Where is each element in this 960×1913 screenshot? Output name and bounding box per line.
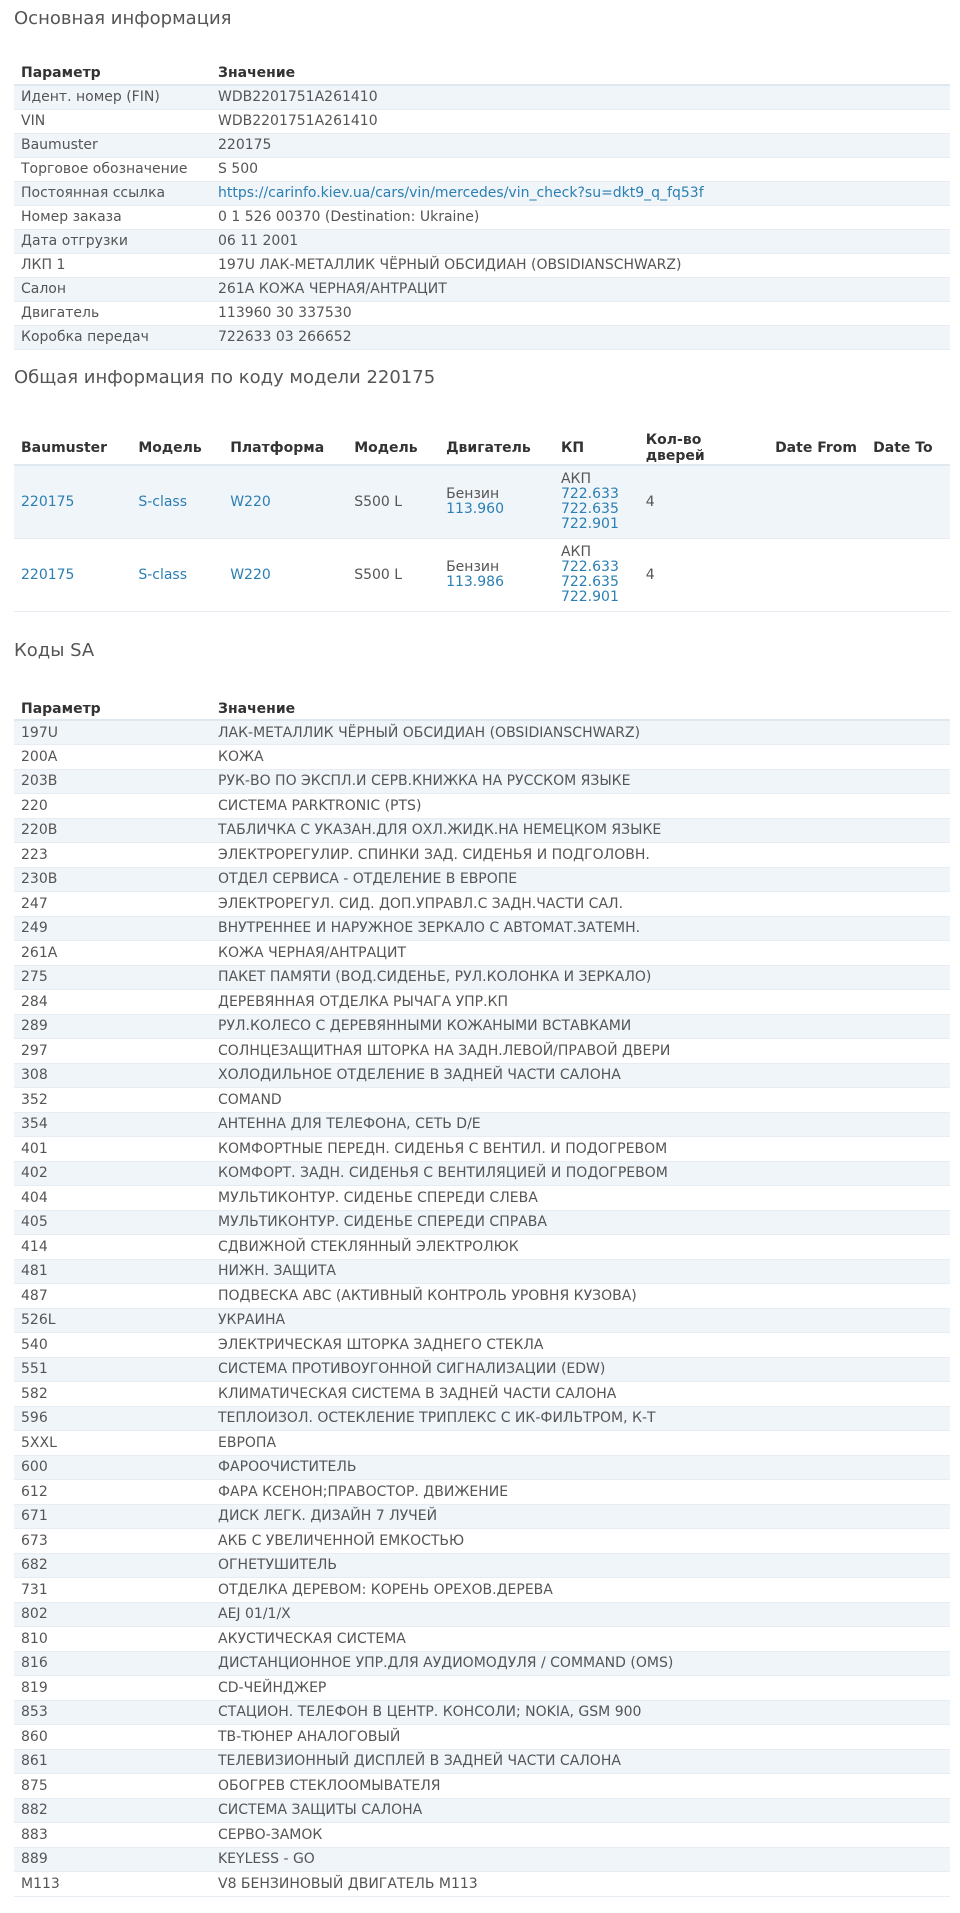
sa-code-cell: 261A <box>14 941 211 966</box>
sa-code-cell: 810 <box>14 1627 211 1652</box>
engine-type: Бензин <box>446 558 500 575</box>
sa-code-row <box>14 1014 950 1039</box>
sa-value-cell: ПАКЕТ ПАМЯТИ (ВОД.СИДЕНЬЕ, РУЛ.КОЛОНКА И ЗЕРКАЛО) <box>211 965 950 990</box>
sa-code-cell: 526L <box>14 1308 211 1333</box>
sa-code-row <box>14 1602 950 1627</box>
sa-code-row <box>14 990 950 1015</box>
sa-code-row <box>14 1847 950 1872</box>
sa-value-cell: МУЛЬТИКОНТУР. СИДЕНЬЕ СПЕРЕДИ СПРАВА <box>211 1210 950 1235</box>
sa-code-cell: 671 <box>14 1504 211 1529</box>
platform-cell <box>223 538 347 611</box>
gearbox-code-wrap <box>561 517 632 532</box>
sa-code-cell: 405 <box>14 1210 211 1235</box>
sa-value-cell: РУЛ.КОЛЕСО С ДЕРЕВЯННЫМИ КОЖАНЫМИ ВСТАВКАМИ <box>211 1014 950 1039</box>
baumuster-link[interactable]: 220175 <box>21 566 75 583</box>
sa-code-row <box>14 1725 950 1750</box>
sa-code-row <box>14 818 950 843</box>
sa-code-cell: 889 <box>14 1847 211 1872</box>
sa-code-row <box>14 1308 950 1333</box>
sa-value-cell: СОЛНЦЕЗАЩИТНАЯ ШТОРКА НА ЗАДН.ЛЕВОЙ/ПРАВОЙ ДВЕРИ <box>211 1039 950 1064</box>
sa-code-cell: 414 <box>14 1235 211 1260</box>
sa-value-cell: НИЖН. ЗАЩИТА <box>211 1259 950 1284</box>
sa-code-row <box>14 965 950 990</box>
sa-value-cell: ФАРООЧИСТИТЕЛЬ <box>211 1455 950 1480</box>
basic-value-cell: 197U ЛАК-МЕТАЛЛИК ЧЁРНЫЙ ОБСИДИАН (OBSIDIANSCHWARZ) <box>211 253 950 277</box>
sa-code-cell: 875 <box>14 1774 211 1799</box>
sa-code-cell: 402 <box>14 1161 211 1186</box>
model-header-1: Модель <box>131 432 223 465</box>
date-from-cell <box>768 465 866 538</box>
sa-code-cell: 401 <box>14 1137 211 1162</box>
sa-value-cell: ОТДЕЛ СЕРВИСА - ОТДЕЛЕНИЕ В ЕВРОПЕ <box>211 867 950 892</box>
sa-code-cell: 352 <box>14 1088 211 1113</box>
sa-code-row <box>14 1553 950 1578</box>
sa-code-row <box>14 843 950 868</box>
basic-info-row <box>14 109 950 133</box>
sa-code-row <box>14 1137 950 1162</box>
sa-value-cell: ДЕРЕВЯННАЯ ОТДЕЛКА РЫЧАГА УПР.КП <box>211 990 950 1015</box>
basic-info-row <box>14 229 950 253</box>
model-header-0: Baumuster <box>14 432 131 465</box>
date-to-cell <box>866 465 950 538</box>
sa-code-cell: 308 <box>14 1063 211 1088</box>
platform-cell <box>223 465 347 538</box>
sa-value-cell: ЭЛЕКТРОРЕГУЛ. СИД. ДОП.УПРАВЛ.С ЗАДН.ЧАСТИ САЛ. <box>211 892 950 917</box>
sa-code-row <box>14 941 950 966</box>
gearbox-code-wrap <box>561 575 632 590</box>
sa-code-row <box>14 1063 950 1088</box>
sa-code-cell: 481 <box>14 1259 211 1284</box>
gearbox-type: АКП <box>560 543 591 560</box>
basic-param-cell: ЛКП 1 <box>14 253 211 277</box>
sa-code-row <box>14 1284 950 1309</box>
basic-value-cell: 113960 30 337530 <box>211 301 950 325</box>
engine-cell <box>439 465 554 538</box>
sa-value-cell: ОБОГРЕВ СТЕКЛООМЫВАТЕЛЯ <box>211 1774 950 1799</box>
sa-code-cell: 682 <box>14 1553 211 1578</box>
model-header-8: Date To <box>866 432 950 465</box>
sa-code-row <box>14 1504 950 1529</box>
sa-code-row <box>14 794 950 819</box>
sa-code-cell: 284 <box>14 990 211 1015</box>
sa-code-cell: 731 <box>14 1578 211 1603</box>
sa-value-cell: УКРАИНА <box>211 1308 950 1333</box>
sa-code-cell: 275 <box>14 965 211 990</box>
sa-code-cell: 612 <box>14 1480 211 1505</box>
sa-code-row <box>14 720 950 745</box>
basic-info-row <box>14 301 950 325</box>
sa-code-row <box>14 1259 950 1284</box>
sa-value-cell: КОЖА ЧЕРНАЯ/АНТРАЦИТ <box>211 941 950 966</box>
sa-value-cell: CD-ЧЕЙНДЖЕР <box>211 1676 950 1701</box>
sa-code-cell: 540 <box>14 1333 211 1358</box>
sa-code-row <box>14 1529 950 1554</box>
sa-value-cell: ПОДВЕСКА ABC (АКТИВНЫЙ КОНТРОЛЬ УРОВНЯ КУЗОВА) <box>211 1284 950 1309</box>
gearbox-cell <box>554 538 639 611</box>
gearbox-code-link[interactable]: 722.633 <box>560 485 619 502</box>
baumuster-cell <box>14 465 131 538</box>
sa-code-row <box>14 1235 950 1260</box>
basic-param-cell: Постоянная ссылка <box>14 181 211 205</box>
sa-code-cell: 802 <box>14 1602 211 1627</box>
model-class-link[interactable]: S-class <box>138 566 188 583</box>
sa-value-cell: AEJ 01/1/X <box>211 1602 950 1627</box>
platform-link[interactable]: W220 <box>230 566 271 583</box>
sa-code-row <box>14 1700 950 1725</box>
sa-code-cell: 220 <box>14 794 211 819</box>
sa-code-cell: 596 <box>14 1406 211 1431</box>
date-to-cell <box>866 538 950 611</box>
basic-info-row <box>14 133 950 157</box>
sa-code-cell: 551 <box>14 1357 211 1382</box>
sa-code-row <box>14 1749 950 1774</box>
sa-code-cell: 203B <box>14 769 211 794</box>
sa-code-cell: 223 <box>14 843 211 868</box>
model-header-2: Платформа <box>223 432 347 465</box>
basic-info-row <box>14 181 950 205</box>
sa-value-cell: СИСТЕМА ЗАЩИТЫ САЛОНА <box>211 1798 950 1823</box>
gearbox-code-link[interactable]: 722.901 <box>560 588 619 605</box>
sa-value-cell: СДВИЖНОЙ СТЕКЛЯННЫЙ ЭЛЕКТРОЛЮК <box>211 1235 950 1260</box>
basic-value-cell: 0 1 526 00370 (Destination: Ukraine) <box>211 205 950 229</box>
sa-code-cell: 861 <box>14 1749 211 1774</box>
sa-code-cell: 5XXL <box>14 1431 211 1456</box>
sa-code-cell: 819 <box>14 1676 211 1701</box>
sa-value-cell: ОТДЕЛКА ДЕРЕВОМ: КОРЕНЬ ОРЕХОВ.ДЕРЕВА <box>211 1578 950 1603</box>
basic-param-cell: Номер заказа <box>14 205 211 229</box>
sa-code-row <box>14 745 950 770</box>
basic-value-cell: 261A КОЖА ЧЕРНАЯ/АНТРАЦИТ <box>211 277 950 301</box>
basic-info-table <box>14 62 950 350</box>
model-name-cell: S500 L <box>347 465 439 538</box>
sa-value-cell: СИСТЕМА ПРОТИВОУГОННОЙ СИГНАЛИЗАЦИИ (EDW) <box>211 1357 950 1382</box>
sa-value-cell: ЛАК-МЕТАЛЛИК ЧЁРНЫЙ ОБСИДИАН (OBSIDIANSCHWARZ) <box>211 720 950 745</box>
sa-value-cell: ТВ-ТЮНЕР АНАЛОГОВЫЙ <box>211 1725 950 1750</box>
sa-value-cell: РУК-ВО ПО ЭКСПЛ.И СЕРВ.КНИЖКА НА РУССКОМ ЯЗЫКЕ <box>211 769 950 794</box>
sa-code-row <box>14 1039 950 1064</box>
sa-value-cell: COMAND <box>211 1088 950 1113</box>
model-class-link[interactable]: S-class <box>138 493 188 510</box>
sa-value-cell: ФАРА КСЕНОН;ПРАВОСТОР. ДВИЖЕНИЕ <box>211 1480 950 1505</box>
sa-code-row <box>14 1627 950 1652</box>
basic-info-row <box>14 325 950 349</box>
gearbox-code-link[interactable]: 722.635 <box>560 573 619 590</box>
sa-value-cell: ДИСТАНЦИОННОЕ УПР.ДЛЯ АУДИОМОДУЛЯ / COMMAND (OMS) <box>211 1651 950 1676</box>
sa-code-cell: 816 <box>14 1651 211 1676</box>
sa-value-cell: ЕВРОПА <box>211 1431 950 1456</box>
sa-code-row <box>14 1455 950 1480</box>
gearbox-code-wrap <box>561 502 632 517</box>
baumuster-link[interactable]: 220175 <box>21 493 75 510</box>
model-name-cell: S500 L <box>347 538 439 611</box>
sa-code-cell: 882 <box>14 1798 211 1823</box>
sa-code-row <box>14 1651 950 1676</box>
basic-param-cell: Коробка передач <box>14 325 211 349</box>
basic-param-cell: Торговое обозначение <box>14 157 211 181</box>
platform-link[interactable]: W220 <box>230 493 271 510</box>
engine-cell <box>439 538 554 611</box>
model-info-table <box>14 432 950 612</box>
basic-value-cell: S 500 <box>211 157 950 181</box>
sa-code-cell: 247 <box>14 892 211 917</box>
basic-value-cell: 722633 03 266652 <box>211 325 950 349</box>
sa-code-row <box>14 1186 950 1211</box>
sa-code-cell: 297 <box>14 1039 211 1064</box>
sa-code-cell: 860 <box>14 1725 211 1750</box>
gearbox-cell <box>554 465 639 538</box>
doors-cell: 4 <box>639 465 768 538</box>
sa-value-cell: АКУСТИЧЕСКАЯ СИСТЕМА <box>211 1627 950 1652</box>
sa-code-cell: M113 <box>14 1872 211 1897</box>
model-info-title: Общая информация по коду модели 220175 <box>14 367 436 388</box>
sa-code-cell: 220B <box>14 818 211 843</box>
basic-value-cell: 06 11 2001 <box>211 229 950 253</box>
sa-code-row <box>14 892 950 917</box>
sa-code-row <box>14 769 950 794</box>
engine-code-link[interactable]: 113.986 <box>446 573 504 590</box>
model-row <box>14 465 950 538</box>
engine-code-wrap <box>446 575 547 590</box>
basic-param-header: Параметр <box>14 62 211 85</box>
sa-value-cell: ЭЛЕКТРИЧЕСКАЯ ШТОРКА ЗАДНЕГО СТЕКЛА <box>211 1333 950 1358</box>
sa-code-cell: 289 <box>14 1014 211 1039</box>
sa-code-row <box>14 1357 950 1382</box>
basic-param-cell: VIN <box>14 109 211 133</box>
basic-info-row <box>14 157 950 181</box>
sa-code-row <box>14 1480 950 1505</box>
model-header-4: Двигатель <box>439 432 554 465</box>
basic-info-row <box>14 277 950 301</box>
sa-code-cell: 354 <box>14 1112 211 1137</box>
basic-value-cell: WDB2201751A261410 <box>211 109 950 133</box>
basic-value-header: Значение <box>211 62 950 85</box>
sa-code-row <box>14 1333 950 1358</box>
sa-code-row <box>14 867 950 892</box>
sa-code-cell: 883 <box>14 1823 211 1848</box>
sa-value-cell: МУЛЬТИКОНТУР. СИДЕНЬЕ СПЕРЕДИ СЛЕВА <box>211 1186 950 1211</box>
sa-code-row <box>14 1406 950 1431</box>
sa-code-cell: 600 <box>14 1455 211 1480</box>
sa-value-cell: ТАБЛИЧКА С УКАЗАН.ДЛЯ ОХЛ.ЖИДК.НА НЕМЕЦКОМ ЯЗЫКЕ <box>211 818 950 843</box>
sa-value-cell: ЭЛЕКТРОРЕГУЛИР. СПИНКИ ЗАД. СИДЕНЬЯ И ПОДГОЛОВН. <box>211 843 950 868</box>
sa-value-cell: ТЕЛЕВИЗИОННЫЙ ДИСПЛЕЙ В ЗАДНЕЙ ЧАСТИ САЛОНА <box>211 1749 950 1774</box>
model-header-6: Кол-во дверей <box>639 432 768 465</box>
sa-code-cell: 853 <box>14 1700 211 1725</box>
sa-value-cell: АНТЕННА ДЛЯ ТЕЛЕФОНА, СЕТЬ D/E <box>211 1112 950 1137</box>
basic-info-row <box>14 253 950 277</box>
sa-code-row <box>14 1088 950 1113</box>
engine-code-wrap <box>446 502 547 517</box>
basic-value-cell <box>211 181 950 205</box>
sa-codes-title: Коды SA <box>14 640 95 661</box>
gearbox-code-wrap <box>561 590 632 605</box>
model-class-cell <box>131 465 223 538</box>
baumuster-cell <box>14 538 131 611</box>
model-header-5: КП <box>554 432 639 465</box>
basic-info-row <box>14 205 950 229</box>
sa-value-cell: СИСТЕМА PARKTRONIC (PTS) <box>211 794 950 819</box>
sa-codes-table <box>14 698 950 1897</box>
sa-code-cell: 197U <box>14 720 211 745</box>
model-header-7: Date From <box>768 432 866 465</box>
basic-param-cell: Двигатель <box>14 301 211 325</box>
sa-value-cell: ХОЛОДИЛЬНОЕ ОТДЕЛЕНИЕ В ЗАДНЕЙ ЧАСТИ САЛОНА <box>211 1063 950 1088</box>
basic-param-cell: Идент. номер (FIN) <box>14 85 211 109</box>
sa-value-cell: ДИСК ЛЕГК. ДИЗАЙН 7 ЛУЧЕЙ <box>211 1504 950 1529</box>
sa-code-row <box>14 1676 950 1701</box>
sa-code-row <box>14 1798 950 1823</box>
sa-value-cell: ОГНЕТУШИТЕЛЬ <box>211 1553 950 1578</box>
sa-value-cell: V8 БЕНЗИНОВЫЙ ДВИГАТЕЛЬ M113 <box>211 1872 950 1897</box>
basic-info-title: Основная информация <box>14 8 232 29</box>
sa-code-row <box>14 1578 950 1603</box>
sa-code-cell: 404 <box>14 1186 211 1211</box>
gearbox-code-wrap <box>561 487 632 502</box>
permalink-link[interactable]: https://carinfo.kiev.ua/cars/vin/mercedes/vin_check?su=dkt9_q_fq53f <box>218 185 704 201</box>
basic-param-cell: Дата отгрузки <box>14 229 211 253</box>
sa-code-row <box>14 1431 950 1456</box>
sa-code-cell: 249 <box>14 916 211 941</box>
sa-code-cell: 673 <box>14 1529 211 1554</box>
sa-code-cell: 582 <box>14 1382 211 1407</box>
sa-code-cell: 487 <box>14 1284 211 1309</box>
sa-code-row <box>14 1823 950 1848</box>
basic-info-row <box>14 85 950 109</box>
gearbox-code-link[interactable]: 722.633 <box>560 558 619 575</box>
basic-value-cell: WDB2201751A261410 <box>211 85 950 109</box>
model-row <box>14 538 950 611</box>
engine-code-link[interactable]: 113.960 <box>446 500 504 517</box>
date-from-cell <box>768 538 866 611</box>
sa-value-cell: KEYLESS - GO <box>211 1847 950 1872</box>
sa-value-cell: КОМФОРТНЫЕ ПЕРЕДН. СИДЕНЬЯ С ВЕНТИЛ. И ПОДОГРЕВОМ <box>211 1137 950 1162</box>
sa-value-cell: СЕРВО-ЗАМОК <box>211 1823 950 1848</box>
sa-value-header: Значение <box>211 698 950 720</box>
sa-value-cell: ВНУТРЕННЕЕ И НАРУЖНОЕ ЗЕРКАЛО С АВТОМАТ.ЗАТЕМН. <box>211 916 950 941</box>
sa-code-row <box>14 1382 950 1407</box>
basic-param-cell: Салон <box>14 277 211 301</box>
sa-code-row <box>14 916 950 941</box>
sa-value-cell: СТАЦИОН. ТЕЛЕФОН В ЦЕНТР. КОНСОЛИ; NOKIA, GSM 900 <box>211 1700 950 1725</box>
sa-code-cell: 230B <box>14 867 211 892</box>
sa-code-row <box>14 1161 950 1186</box>
sa-value-cell: КОМФОРТ. ЗАДН. СИДЕНЬЯ С ВЕНТИЛЯЦИЕЙ И ПОДОГРЕВОМ <box>211 1161 950 1186</box>
sa-param-header: Параметр <box>14 698 211 720</box>
model-header-3: Модель <box>347 432 439 465</box>
model-class-cell <box>131 538 223 611</box>
sa-value-cell: ТЕПЛОИЗОЛ. ОСТЕКЛЕНИЕ ТРИПЛЕКС С ИК-ФИЛЬТРОМ, К-Т <box>211 1406 950 1431</box>
sa-code-row <box>14 1774 950 1799</box>
basic-value-cell: 220175 <box>211 133 950 157</box>
sa-value-cell: КЛИМАТИЧЕСКАЯ СИСТЕМА В ЗАДНЕЙ ЧАСТИ САЛОНА <box>211 1382 950 1407</box>
sa-code-row <box>14 1872 950 1897</box>
gearbox-type: АКП <box>560 470 591 487</box>
gearbox-code-link[interactable]: 722.635 <box>560 500 619 517</box>
doors-cell: 4 <box>639 538 768 611</box>
sa-code-row <box>14 1112 950 1137</box>
sa-code-cell: 200A <box>14 745 211 770</box>
sa-value-cell: КОЖА <box>211 745 950 770</box>
basic-param-cell: Baumuster <box>14 133 211 157</box>
engine-type: Бензин <box>446 485 500 502</box>
gearbox-code-link[interactable]: 722.901 <box>560 515 619 532</box>
sa-value-cell: АКБ С УВЕЛИЧЕННОЙ ЕМКОСТЬЮ <box>211 1529 950 1554</box>
sa-code-row <box>14 1210 950 1235</box>
gearbox-code-wrap <box>561 560 632 575</box>
